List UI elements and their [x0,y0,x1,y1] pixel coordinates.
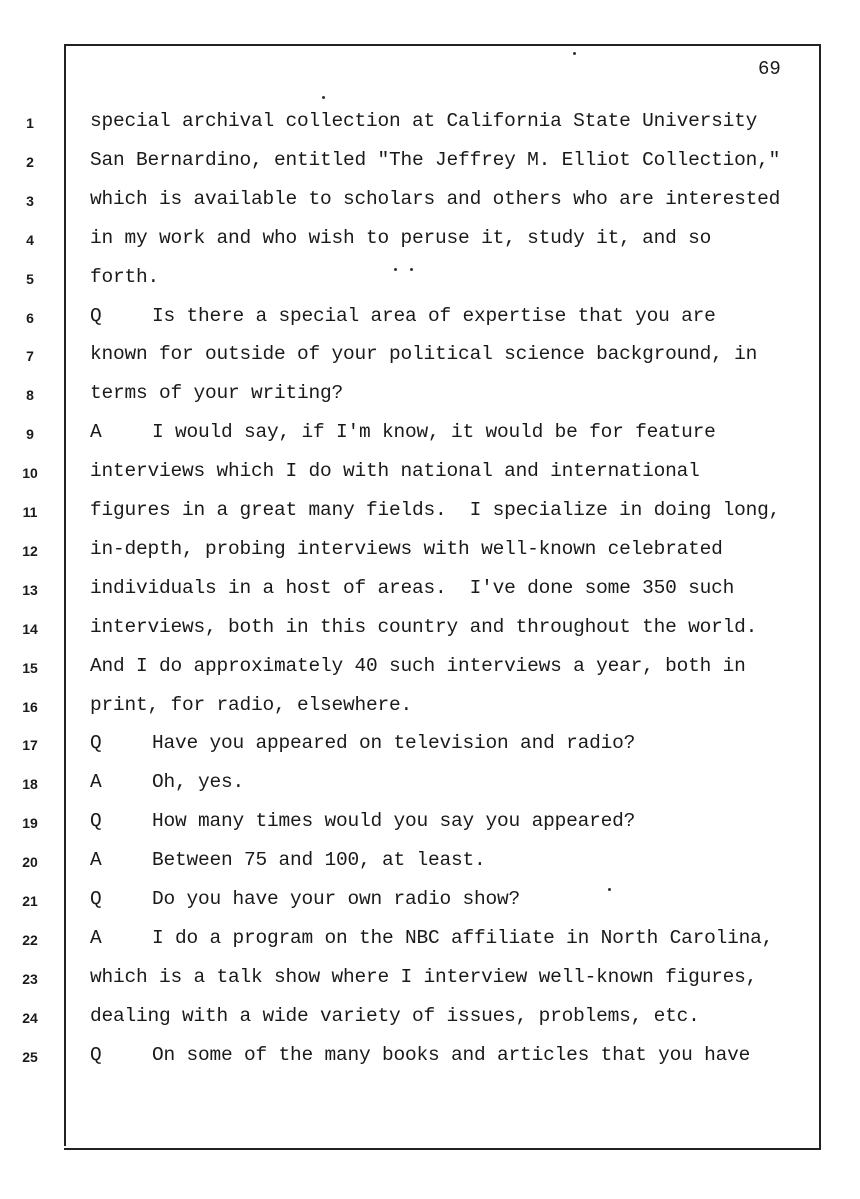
line-text: print, for radio, elsewhere. [90,694,413,716]
answer-marker: A [90,421,102,443]
line-number: 23 [22,971,38,987]
answer-marker: A [90,849,102,871]
question-marker: Q [90,732,102,754]
line-number: 12 [22,543,38,559]
scan-speck [410,268,413,271]
transcript-line [90,849,815,871]
line-number: 17 [22,737,38,753]
line-number: 18 [22,776,38,792]
line-number: 19 [22,815,38,831]
line-number: 8 [26,387,34,403]
transcript-line [90,421,815,443]
line-number: 3 [26,193,34,209]
line-text: Do you have your own radio show? [152,888,521,910]
page-number: 69 [758,58,781,80]
transcript-line [90,616,815,638]
question-marker: Q [90,1044,102,1066]
transcript-line [90,1005,815,1027]
line-number: 25 [22,1049,38,1065]
line-text: I do a program on the NBC affiliate in North Carolina, [152,927,774,949]
line-text: On some of the many books and articles that you have [152,1044,751,1066]
transcript-line [90,694,815,716]
scan-speck [322,96,325,99]
line-number: 10 [22,465,38,481]
line-number: 16 [22,699,38,715]
transcript-line [90,810,815,832]
transcript-line [90,1044,815,1066]
line-text: I would say, if I'm know, it would be for feature [152,421,716,443]
line-number: 11 [22,504,38,520]
transcript-line [90,888,815,910]
scan-speck [394,268,397,271]
line-text: interviews, both in this country and throughout the world. [90,616,758,638]
line-text: terms of your writing? [90,382,344,404]
line-text: San Bernardino, entitled "The Jeffrey M. Elliot Collection," [90,149,781,171]
line-number: 7 [26,348,34,364]
answer-marker: A [90,771,102,793]
line-text: And I do approximately 40 such interviews a year, both in [90,655,746,677]
line-number: 20 [22,854,38,870]
line-text: How many times would you say you appeared? [152,810,636,832]
question-marker: Q [90,305,102,327]
transcript-line [90,305,815,327]
line-text: Oh, yes. [152,771,245,793]
transcript-line [90,538,815,560]
line-number: 14 [22,621,38,637]
transcript-line [90,577,815,599]
line-number: 15 [22,660,38,676]
transcript-line [90,499,815,521]
line-number: 6 [26,310,34,326]
transcript-line [90,966,815,988]
transcript-line [90,460,815,482]
line-text: interviews which I do with national and international [90,460,700,482]
transcript-line [90,110,815,132]
line-number: 4 [26,232,34,248]
transcript-line [90,927,815,949]
transcript-line [90,188,815,210]
answer-marker: A [90,927,102,949]
question-marker: Q [90,888,102,910]
question-marker: Q [90,810,102,832]
line-number: 9 [26,426,34,442]
line-number: 5 [26,271,34,287]
line-text: Have you appeared on television and radio? [152,732,636,754]
line-text: Is there a special area of expertise that you are [152,305,716,327]
line-text: which is a talk show where I interview well-known figures, [90,966,758,988]
line-number: 13 [22,582,38,598]
line-number: 1 [26,115,34,131]
line-text: individuals in a host of areas. I've done some 350 such [90,577,735,599]
line-text: Between 75 and 100, at least. [152,849,486,871]
line-number: 21 [22,893,38,909]
transcript-line [90,227,815,249]
line-text: special archival collection at California State University [90,110,758,132]
line-text: dealing with a wide variety of issues, problems, etc. [90,1005,700,1027]
transcript-line [90,771,815,793]
line-text: in-depth, probing interviews with well-known celebrated [90,538,723,560]
transcript-line [90,655,815,677]
transcript-line [90,382,815,404]
line-text: figures in a great many fields. I specialize in doing long, [90,499,781,521]
line-number: 2 [26,154,34,170]
line-text: which is available to scholars and others who are interested [90,188,781,210]
line-text: forth. [90,266,160,288]
scan-speck [573,52,576,55]
line-number: 22 [22,932,38,948]
scan-speck [608,888,611,891]
line-text: known for outside of your political science background, in [90,343,758,365]
transcript-line [90,732,815,754]
transcript-line [90,149,815,171]
transcript-line [90,266,815,288]
line-number: 24 [22,1010,38,1026]
transcript-line [90,343,815,365]
left-margin-rule [64,44,66,1146]
line-text: in my work and who wish to peruse it, study it, and so [90,227,712,249]
